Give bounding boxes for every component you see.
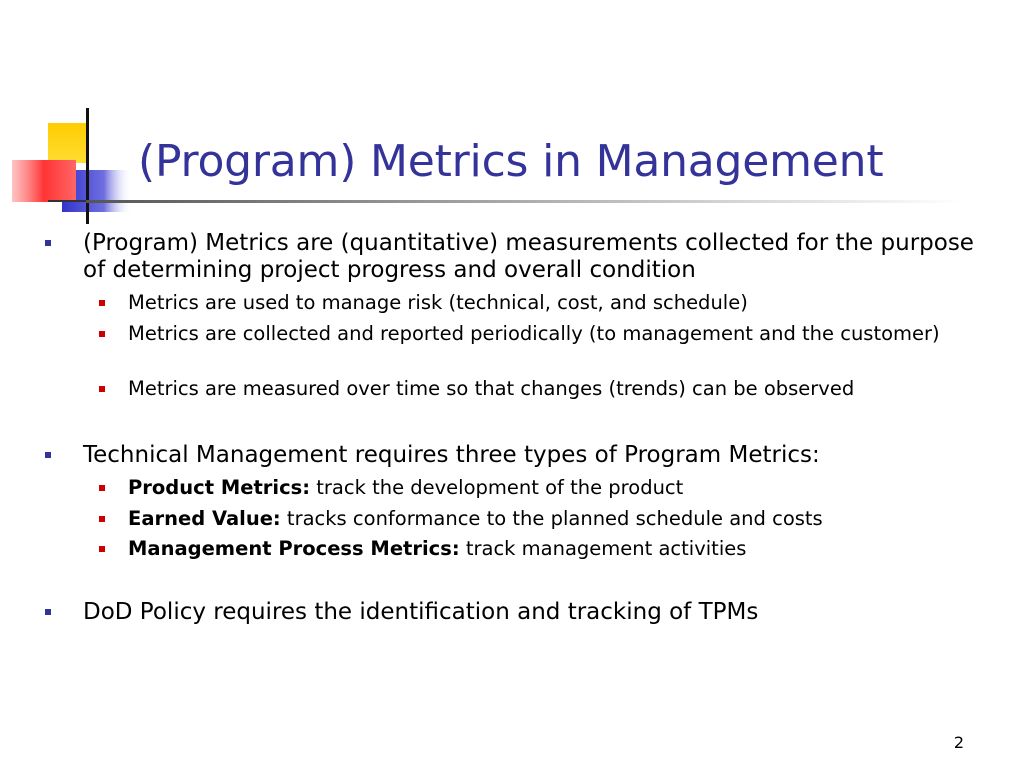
slide-logo-icon [0, 100, 140, 230]
title-divider [86, 200, 966, 203]
sub-bullet-term: Earned Value: [128, 507, 281, 530]
sub-bullet-measured-over-time [128, 377, 978, 400]
sub-bullet-earned-value [128, 507, 978, 530]
sub-bullet-manage-risk [128, 291, 978, 314]
sub-bullet-term: Management Process Metrics: [128, 537, 460, 560]
sub-bullet-text: track management activities [459, 537, 747, 560]
sub-bullet-text: Metrics are measured over time so that changes (trends) can be observed [128, 377, 855, 400]
sub-bullet-management-process-metrics [128, 537, 978, 560]
slide-title: (Program) Metrics in Management [138, 136, 884, 187]
bullet-technical-management: Technical Management requires three types of Program Metrics: [83, 442, 983, 469]
sub-bullet-text: Metrics are collected and reported periodically (to management and the customer) [128, 322, 940, 345]
bullet-dod-policy: DoD Policy requires the identification and tracking of TPMs [83, 599, 983, 626]
sub-bullet-text: track the development of the product [310, 476, 684, 499]
sub-bullet-product-metrics [128, 476, 978, 499]
sub-bullet-text: tracks conformance to the planned schedule and costs [280, 507, 823, 530]
sub-bullet-term: Product Metrics: [128, 476, 311, 499]
bullet-metrics-definition: (Program) Metrics are (quantitative) measurements collected for the purpose of determining project progress and overall condition [83, 230, 983, 284]
page-number: 2 [953, 733, 964, 752]
sub-bullet-text: Metrics are used to manage risk (technical, cost, and schedule) [128, 291, 748, 314]
sub-bullet-reported-periodically [128, 322, 978, 345]
